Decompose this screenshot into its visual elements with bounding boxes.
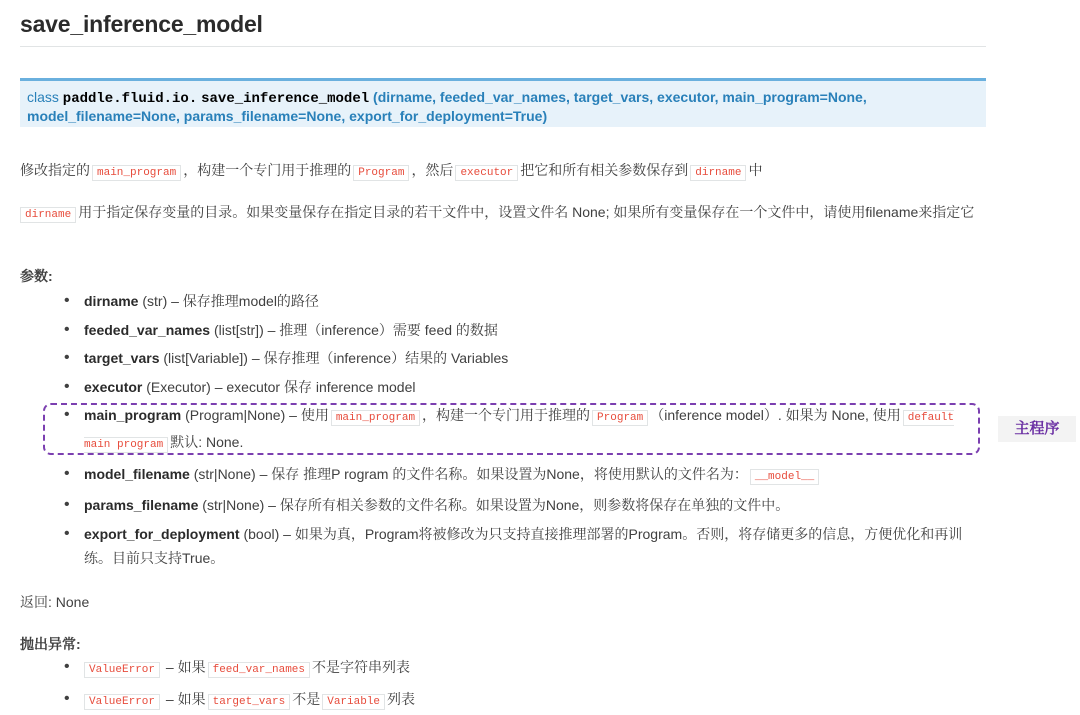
raises-code-feed-var-names: feed_var_names bbox=[208, 662, 310, 678]
raises-item bbox=[64, 687, 964, 714]
param-item-export-for-deployment bbox=[64, 522, 964, 570]
param-item-executor bbox=[64, 375, 964, 399]
raises-text-3: 列表 bbox=[387, 690, 416, 707]
returns-line: 返回: None bbox=[20, 594, 90, 610]
title-divider bbox=[20, 46, 986, 47]
param-name: params_filename bbox=[84, 497, 199, 513]
param-item-target-vars bbox=[64, 346, 964, 370]
signature-module: paddle.fluid.io. bbox=[62, 91, 198, 107]
raises-list bbox=[64, 655, 964, 715]
description-paragraph-2 bbox=[20, 200, 982, 227]
param-item-dirname bbox=[64, 289, 964, 313]
param-desc-4: 默认: None. bbox=[170, 434, 244, 450]
signature-params-line1: (dirname, feeded_var_names, target_vars, executor, main_program=None, bbox=[373, 89, 867, 105]
param-name: dirname bbox=[84, 293, 139, 309]
param-desc: (list[str]) – 推理（inference）需要 feed 的数据 bbox=[210, 321, 498, 338]
param-name: main_program bbox=[84, 407, 182, 423]
desc2-code-dirname: dirname bbox=[20, 207, 76, 223]
param-desc: (str|None) – 保存所有相关参数的文件名称。如果设置为None，则参数将保存在单独的文件中。 bbox=[198, 497, 790, 513]
param-code-default-main-program: default main program bbox=[84, 412, 955, 451]
raises-code-valueerror: ValueError bbox=[84, 662, 160, 678]
api-signature bbox=[20, 78, 986, 127]
param-desc: (bool) – 如果为真，Program将被修改为只支持直接推理部署的Program。否则，将存储更多的信息，方便优化和再训练。目前只支持True。 bbox=[84, 525, 963, 566]
param-code-main-program: main_program bbox=[331, 410, 420, 426]
highlight-dashed-box bbox=[43, 403, 980, 455]
param-code-program: Program bbox=[592, 410, 648, 426]
param-desc: (list[Variable]) – 保存推理（inference）结果的 Variables bbox=[159, 350, 509, 366]
param-name: target_vars bbox=[84, 350, 160, 366]
signature-params-line2: model_filename=None, params_filename=None, export_for_deployment=True) bbox=[27, 108, 548, 124]
desc1-code-dirname: dirname bbox=[690, 165, 746, 181]
param-desc: (Program|None) – 使用 bbox=[181, 407, 329, 423]
param-desc: (str|None) – 保存 推理P rogram 的文件名称。如果设置为None，将使用默认的文件名为： bbox=[189, 465, 748, 482]
raises-heading: 抛出异常: bbox=[20, 636, 81, 652]
signature-keyword: class bbox=[27, 89, 59, 105]
param-desc: (str) – 保存推理model的路径 bbox=[138, 293, 319, 309]
signature-name: save_inference_model bbox=[201, 91, 370, 107]
param-code-model: __model__ bbox=[750, 469, 819, 485]
param-item-model-filename bbox=[64, 462, 964, 489]
desc1-code-main-program: main_program bbox=[92, 165, 181, 181]
param-item-params-filename bbox=[64, 493, 964, 517]
annotation-tag-main-program: 主程序 bbox=[998, 416, 1076, 442]
desc1-code-executor: executor bbox=[455, 165, 518, 181]
desc1-text-4: 把它和所有相关参数保存到 bbox=[520, 162, 689, 178]
param-item-feeded-var-names bbox=[64, 318, 964, 342]
raises-code-valueerror: ValueError bbox=[84, 694, 160, 710]
desc2-text: 用于指定保存变量的目录。如果变量保存在指定目录的若干文件中，设置文件名 None; 如果所有变量保存在一个文件中，请使用filename来指定它 bbox=[78, 204, 975, 220]
raises-text: – 如果 bbox=[162, 690, 206, 707]
description-paragraph-1 bbox=[20, 158, 982, 185]
raises-code-variable: Variable bbox=[322, 694, 385, 710]
param-name: model_filename bbox=[84, 465, 190, 482]
raises-text-2: 不是字符串列表 bbox=[312, 659, 411, 675]
page-title: save_inference_model bbox=[20, 11, 263, 37]
desc1-text-1: 修改指定的 bbox=[20, 162, 90, 178]
raises-item bbox=[64, 655, 964, 682]
param-desc-2: ，构建一个专门用于推理的 bbox=[422, 407, 591, 423]
desc1-text-2: ，构建一个专门用于推理的 bbox=[183, 162, 352, 178]
param-name: export_for_deployment bbox=[84, 525, 240, 542]
raises-text: – 如果 bbox=[162, 659, 206, 675]
param-name: executor bbox=[84, 378, 143, 395]
desc1-text-5: 中 bbox=[748, 162, 763, 178]
param-desc-3: （inference model）. 如果为 None, 使用 bbox=[650, 407, 901, 423]
params-heading: 参数: bbox=[20, 268, 53, 284]
raises-text-2: 不是 bbox=[292, 690, 321, 707]
param-name: feeded_var_names bbox=[84, 321, 211, 338]
desc1-code-program: Program bbox=[353, 165, 409, 181]
desc1-text-3: ，然后 bbox=[411, 162, 454, 178]
param-desc: (Executor) – executor 保存 inference model bbox=[142, 378, 416, 395]
raises-code-target-vars: target_vars bbox=[208, 694, 291, 710]
